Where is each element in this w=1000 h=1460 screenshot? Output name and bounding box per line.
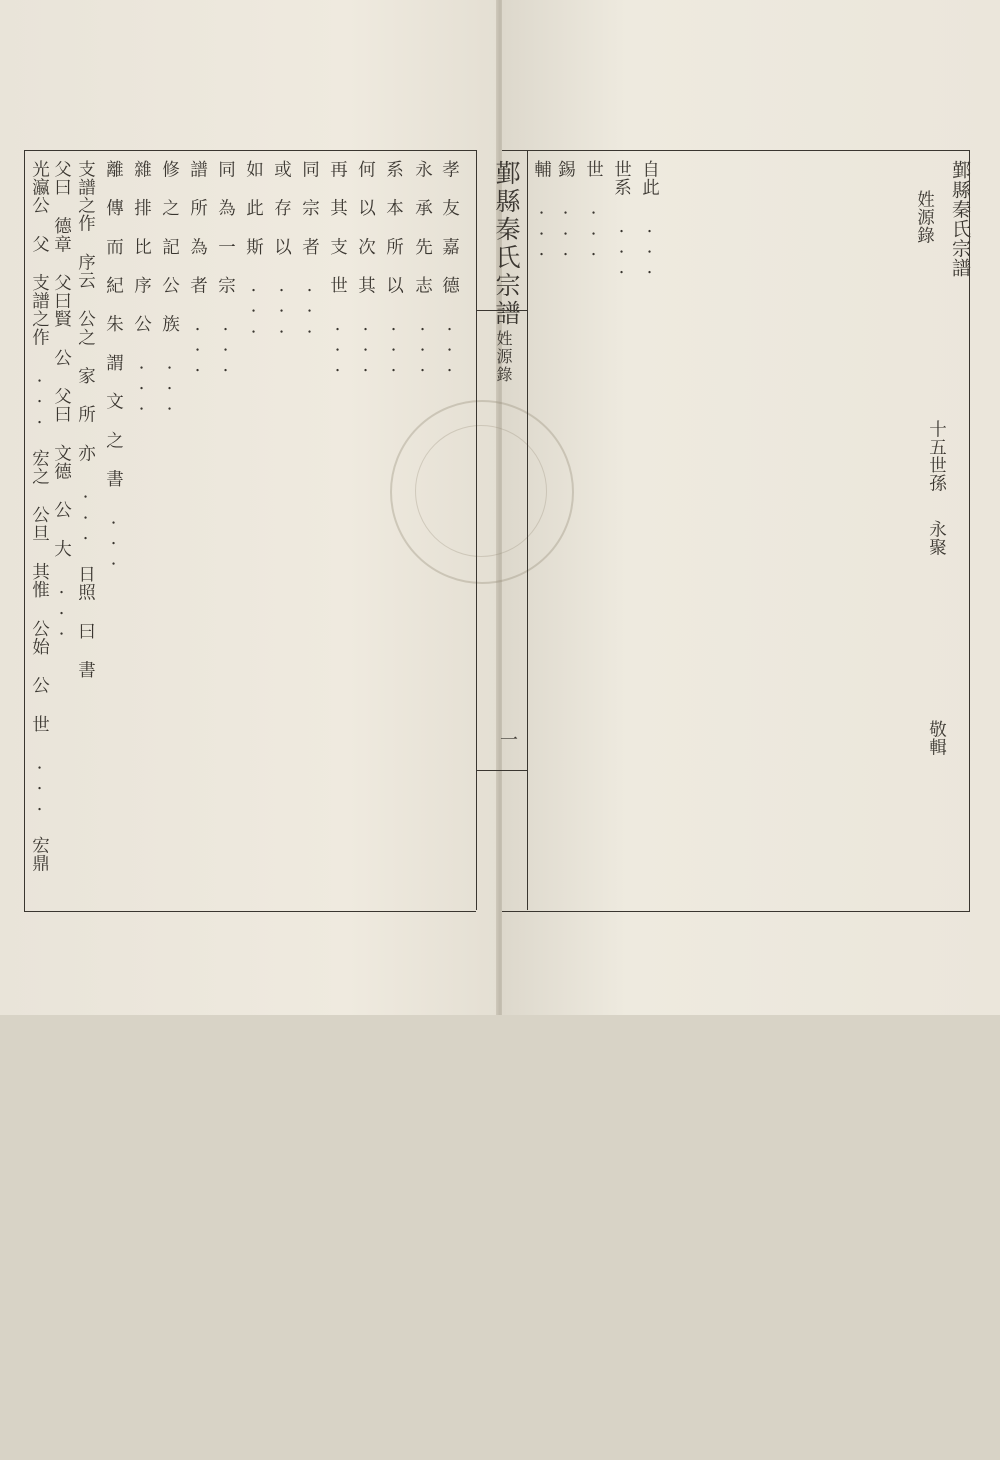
left-text-column-11: 離 傳 而 紀 朱 謂 文 之 書 ... — [103, 160, 124, 571]
book-title: 鄞縣秦氏宗譜 — [492, 160, 521, 328]
left-text-column-9: 修 之 記 公 族 ... — [159, 160, 180, 416]
left-text-column-4: 同 宗 者 ... — [299, 160, 320, 338]
left-text-column-2: 何 以 次 其 ... — [355, 160, 376, 377]
center-rule-bottom — [477, 770, 527, 771]
left-text-column-12: 支譜之作 序云 公之 家 所 亦 ... 日照 曰 書 — [75, 160, 96, 679]
right-text-column-3: 世 ... — [583, 160, 604, 261]
right-subheader: 姓源錄 — [914, 190, 935, 245]
left-text-column-13: 父曰 德章 父曰賢 公 父曰 文德 公 大 ... — [51, 160, 72, 640]
left-note-column-1: 孝 友 嘉 德 ... — [439, 160, 460, 377]
left-text-column-3: 再 其 支 世 ... — [327, 160, 348, 377]
left-text-column-6: 如 此 斯 ... — [243, 160, 264, 338]
compiler-generation: 十五世孫 — [926, 420, 947, 493]
left-text-column-14: 光瀛公 父 支譜之作 ... 宏之 公旦 其惟 公始 公 世 ... 宏鼎 — [29, 160, 50, 873]
section-title: 姓源錄 — [494, 330, 513, 384]
left-note-column-2: 永 承 先 志 ... — [412, 160, 433, 377]
right-header-title: 鄞縣秦氏宗譜 — [949, 160, 971, 278]
left-text-column-10: 雜 排 比 序 公 ... — [131, 160, 152, 416]
compiler-name: 永聚 — [926, 520, 947, 557]
right-text-column-2: 世系 ... — [611, 160, 632, 279]
compiler-role: 敬輯 — [926, 720, 947, 757]
left-text-column-5: 或 存 以 ... — [271, 160, 292, 338]
right-text-column-5: 輔 ... — [531, 160, 552, 261]
right-text-column-4: 錫 ... — [555, 160, 576, 261]
left-text-column-1: 系 本 所 以 ... — [383, 160, 404, 377]
right-text-column-1: 自此 ... — [639, 160, 660, 279]
left-text-column-7: 同 為 一 宗 ... — [215, 160, 236, 377]
page-number: 一 — [497, 730, 518, 748]
left-text-column-8: 譜 所 為 者 ... — [187, 160, 208, 377]
